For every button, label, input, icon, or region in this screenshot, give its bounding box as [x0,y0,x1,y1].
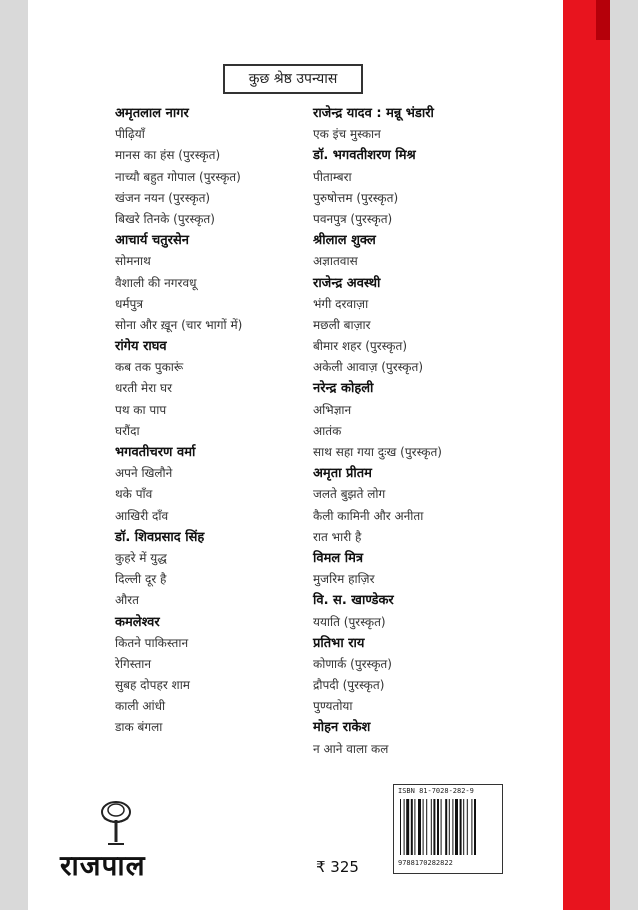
left-author-name: आचार्य चतुरसेन [115,233,189,249]
right-book-title: पीताम्बरा [313,169,352,184]
left-book-title: काली आंधी [115,699,166,714]
spine-shadow [596,0,610,40]
right-book-title: पुरुषोत्तम (पुरस्कृत) [313,190,399,205]
left-book-title: घरौंदा [115,423,140,438]
barcode-bar [471,799,472,855]
barcode-bar [400,799,401,855]
publisher-logo-text: राजपाल [60,849,146,882]
right-author-name: राजेन्द्र यादव : मन्नू भंडारी [313,106,434,121]
left-book-title: धरती मेरा घर [115,381,173,396]
left-book-title: खंजन नयन (पुरस्कृत) [115,190,211,205]
right-book-title: अज्ञातवास [313,254,358,269]
left-author-name: कमलेश्वर [115,614,160,630]
right-book-title: न आने वाला कल [313,741,389,756]
barcode-bar [437,799,439,855]
right-book-title: अभिज्ञान [313,402,352,417]
right-book-title: रात भारी है [313,529,362,544]
barcode-bar [455,799,458,855]
right-book-title: मछली बाज़ार [313,317,371,332]
right-author-name: नरेन्द्र कोहली [313,381,374,397]
left-book-title: बिखरे तिनके (पुरस्कृत) [115,211,215,226]
left-book-title: औरत [115,593,140,608]
barcode-bar [474,799,476,855]
right-book-title: साथ सहा गया दुःख (पुरस्कृत) [313,445,442,459]
left-author-name: डॉ. शिवप्रसाद सिंह [115,529,205,545]
isbn-text: ISBN 81-7028-282-9 [398,787,474,795]
left-book-title: रेगिस्तान [115,656,152,671]
barcode-bar [414,799,415,855]
left-author-name: भगवतीचरण वर्मा [115,445,196,460]
price-label: ₹ 325 [316,858,359,876]
left-book-title: धर्मपुत्र [115,296,143,311]
right-book-title: ययाति (पुरस्कृत) [313,614,386,629]
left-book-title: पीढ़ियाँ [115,127,145,142]
left-book-title: अपने खिलौने [115,466,173,481]
right-book-title: जलते बुझते लोग [313,487,386,502]
barcode-bar [452,799,453,855]
barcode-bar [406,799,409,855]
barcode-bar [449,799,450,855]
left-book-title: कब तक पुकारूं [115,360,184,375]
left-book-title: कितने पाकिस्तान [115,635,189,650]
left-book-title: आखिरी दाँव [115,508,169,523]
barcode-bar [431,799,432,855]
left-book-title: सुबह दोपहर शाम [115,678,190,693]
right-book-title: पवनपुत्र (पुरस्कृत) [313,211,393,226]
right-book-title: भंगी दरवाज़ा [313,296,369,311]
right-author-name: प्रतिभा राय [313,635,365,651]
right-book-title: पुण्यतोया [313,699,353,714]
right-book-title: अकेली आवाज़ (पुरस्कृत) [313,360,424,375]
right-book-title: बीमार शहर (पुरस्कृत) [313,339,408,354]
right-book-title: कैली कामिनी और अनीता [313,508,424,523]
left-book-title: मानस का हंस (पुरस्कृत) [115,148,221,163]
right-book-title: एक इंच मुस्कान [313,127,381,142]
right-author-name: डॉ. भगवतीशरण मिश्र [313,148,416,164]
right-book-title: मुजरिम हाज़िर [313,572,375,587]
right-author-name: विमल मित्र [313,550,364,566]
left-book-title: नाच्यौ बहुत गोपाल (पुरस्कृत) [115,169,241,184]
right-book-title: कोणार्क (पुरस्कृत) [313,656,392,671]
left-author-name: रांगेय राघव [115,339,167,355]
left-book-title: सोना और ख़ून (चार भागों में) [115,317,243,332]
barcode-bar [423,799,424,855]
tree-logo-icon [98,800,134,846]
left-book-list [115,103,345,739]
red-spine [563,0,610,910]
left-book-title: थके पाँव [115,487,153,502]
barcode-bar [467,799,468,855]
right-author-name: अमृता प्रीतम [313,466,372,482]
barcode-bar [441,799,442,855]
right-author-name: मोहन राकेश [313,720,371,736]
barcode-bar [426,799,427,855]
barcode-bar [433,799,435,855]
right-author-name: वि. स. खाण्डेकर [313,593,394,609]
right-author-name: श्रीलाल शुक्ल [313,233,376,249]
left-author-name: अमृतलाल नागर [115,106,189,121]
left-book-title: दिल्ली दूर है [115,572,167,587]
barcode-bar [445,799,447,855]
barcode-bar [463,799,464,855]
right-book-title: आतंक [313,423,342,438]
left-book-title: पथ का पाप [115,402,167,417]
right-book-list [313,103,543,760]
left-book-title: डाक बंगला [115,720,163,735]
right-book-title: द्रौपदी (पुरस्कृत) [313,678,385,693]
barcode-bars [400,799,498,855]
left-book-title: कुहरे में युद्ध [115,550,167,565]
barcode-number: 9788170282822 [398,859,453,867]
barcode-bar [418,799,421,855]
section-heading: कुछ श्रेष्ठ उपन्यास [223,64,363,94]
right-author-name: राजेन्द्र अवस्थी [313,275,381,291]
isbn-barcode [393,784,503,874]
left-book-title: सोमनाथ [115,254,151,269]
barcode-bar [411,799,413,855]
barcode-bar [404,799,405,855]
left-book-title: वैशाली की नगरवधू [115,275,197,290]
barcode-bar [460,799,462,855]
